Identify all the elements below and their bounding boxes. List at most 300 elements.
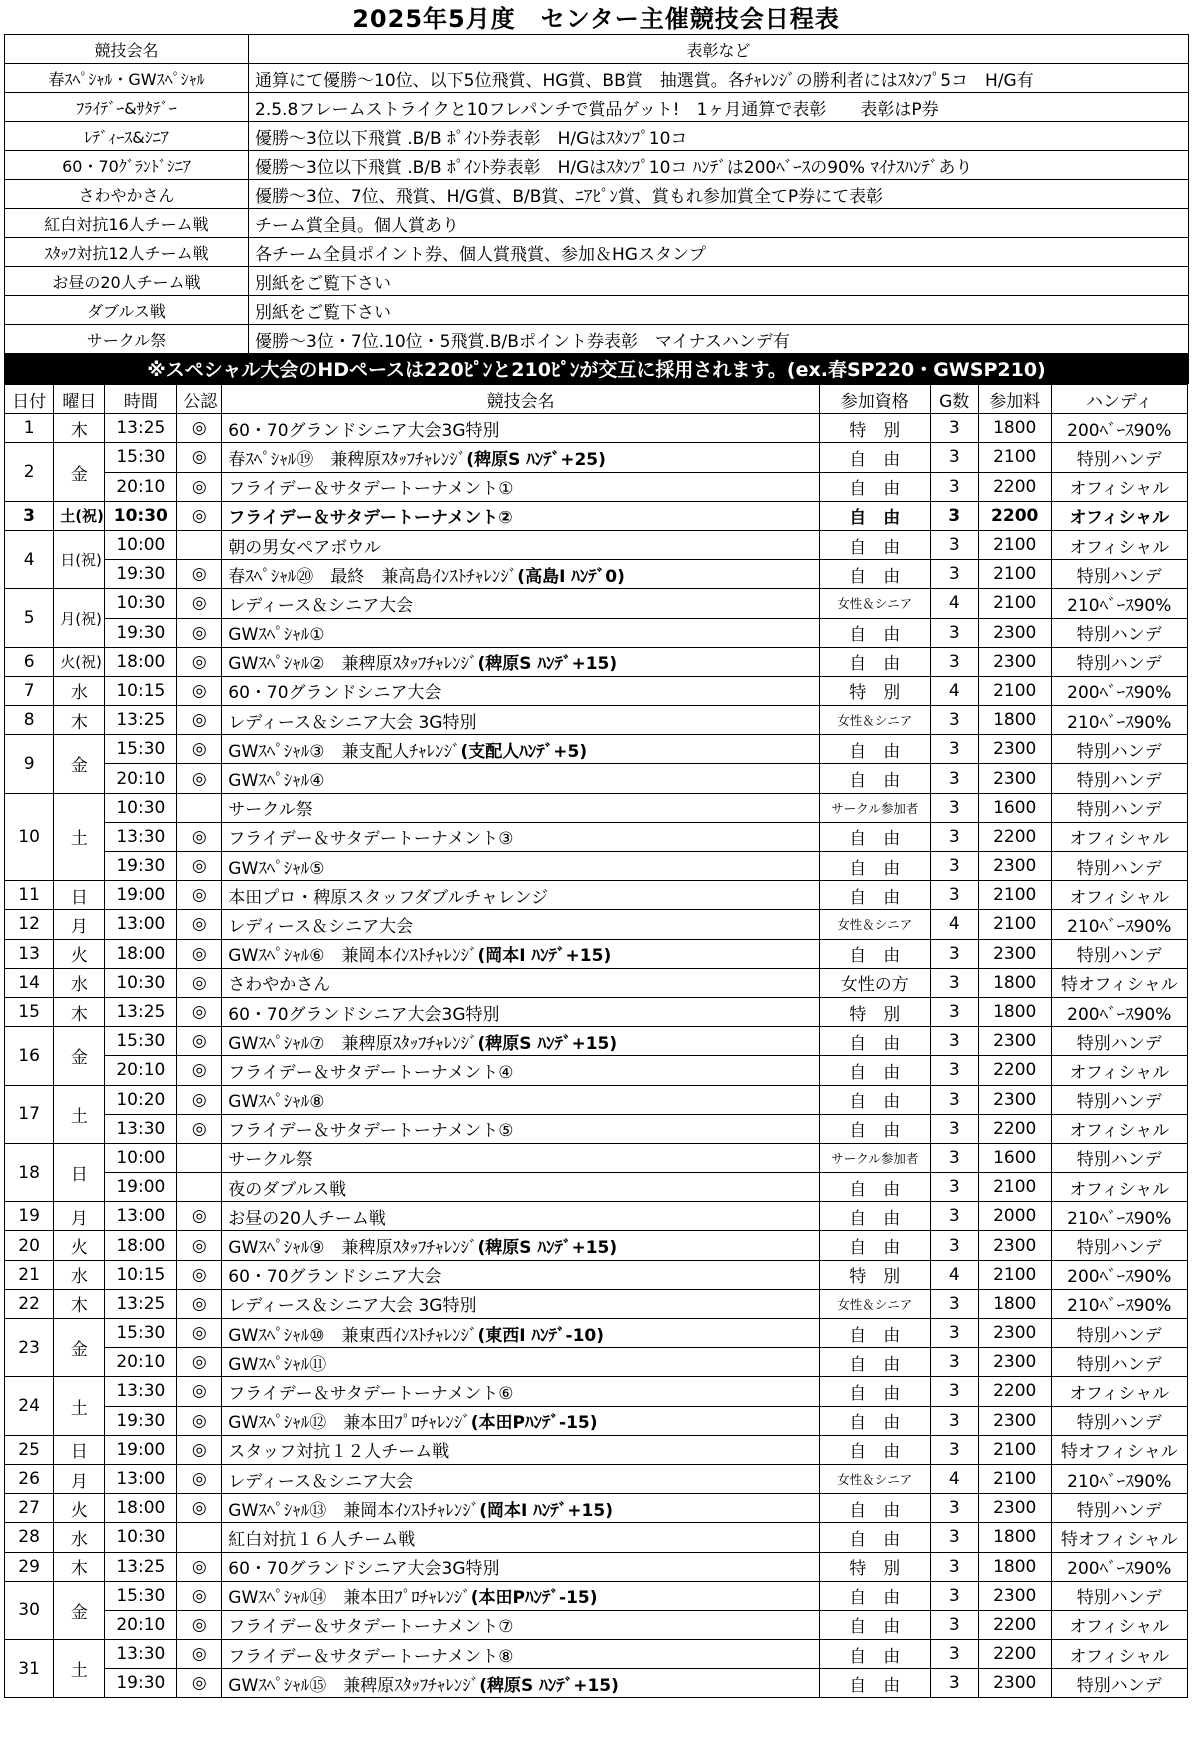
event-name: GWｽﾍﾟｼｬﾙ⑥ 兼岡本ｲﾝｽﾄﾁｬﾚﾝｼﾞ: [228, 946, 478, 967]
schedule-row: [5, 1464, 1188, 1493]
schedule-row: [5, 1173, 1188, 1202]
date-cell: 23: [5, 1319, 54, 1377]
event-name-cell: [222, 1202, 820, 1231]
date-cell: 21: [5, 1260, 54, 1289]
time-cell: 15:30: [105, 1319, 177, 1348]
fee-cell: 2100: [978, 443, 1051, 472]
challenge-handicap: (岡本I ﾊﾝﾃﾞ+15): [477, 946, 612, 967]
event-name: レディース＆シニア大会: [228, 595, 414, 616]
official-mark: ◎: [177, 618, 222, 647]
handicap-cell: 特別ハンデ: [1051, 1581, 1187, 1610]
weekday-cell: 水: [54, 1523, 105, 1552]
weekday-cell: 月: [54, 1464, 105, 1493]
handicap-cell: 200ﾍﾞｰｽ90%: [1051, 997, 1187, 1026]
eligibility-cell: 自 由: [819, 1640, 930, 1669]
event-name-cell: [222, 676, 820, 705]
games-cell: 4: [930, 676, 978, 705]
weekday-cell: 水: [54, 968, 105, 997]
time-cell: 13:25: [105, 1289, 177, 1318]
header-weekday: 曜日: [54, 385, 105, 414]
awards-row: [5, 325, 1189, 354]
fee-cell: 2300: [978, 1669, 1051, 1698]
fee-cell: 2200: [978, 822, 1051, 851]
eligibility-cell: 女性＆シニア: [819, 910, 930, 939]
eligibility-cell: 特 別: [819, 676, 930, 705]
handicap-cell: 特別ハンデ: [1051, 1348, 1187, 1377]
eligibility-cell: 自 由: [819, 618, 930, 647]
event-name-cell: [222, 735, 820, 764]
games-cell: 3: [930, 530, 978, 559]
official-mark: ◎: [177, 647, 222, 676]
time-cell: 13:25: [105, 414, 177, 443]
fee-cell: 2300: [978, 764, 1051, 793]
event-name: GWｽﾍﾟｼｬﾙ①: [228, 625, 325, 646]
eligibility-cell: サークル参加者: [819, 793, 930, 822]
official-mark: ◎: [177, 501, 222, 530]
fee-cell: 1600: [978, 793, 1051, 822]
games-cell: 3: [930, 997, 978, 1026]
time-cell: 19:30: [105, 852, 177, 881]
weekday-cell: 月: [54, 1202, 105, 1231]
schedule-header-row: [5, 385, 1188, 414]
handicap-cell: 特オフィシャル: [1051, 1435, 1187, 1464]
handicap-cell: オフィシャル: [1051, 881, 1187, 910]
games-cell: 3: [930, 1494, 978, 1523]
event-name: お昼の20人チーム戦: [5, 267, 249, 296]
award-description: 別紙をご覧下さい: [249, 267, 1189, 296]
challenge-handicap: (支配人ﾊﾝﾃﾞ+5): [460, 741, 588, 762]
fee-cell: 1800: [978, 706, 1051, 735]
event-name: レディース＆シニア大会: [228, 1471, 414, 1492]
event-name: サークル祭: [228, 800, 313, 821]
date-cell: 30: [5, 1581, 54, 1639]
games-cell: 3: [930, 647, 978, 676]
header-handicap: ハンディ: [1051, 385, 1187, 414]
time-cell: 10:30: [105, 501, 177, 530]
schedule-row: [5, 997, 1188, 1026]
official-mark: ◎: [177, 1319, 222, 1348]
event-name-cell: [222, 997, 820, 1026]
official-mark: ◎: [177, 1085, 222, 1114]
handicap-cell: 特別ハンデ: [1051, 560, 1187, 589]
event-name: スタッフ対抗１２人チーム戦: [228, 1442, 450, 1463]
awards-row: [5, 267, 1189, 296]
time-cell: 13:30: [105, 1114, 177, 1143]
date-cell: 4: [5, 530, 54, 588]
event-name: 60・70グランドシニア大会: [228, 683, 442, 704]
event-name-cell: [222, 589, 820, 618]
schedule-row: [5, 1523, 1188, 1552]
eligibility-cell: 自 由: [819, 1114, 930, 1143]
games-cell: 3: [930, 1377, 978, 1406]
games-cell: 4: [930, 1260, 978, 1289]
fee-cell: 1800: [978, 968, 1051, 997]
event-name-cell: [222, 1377, 820, 1406]
official-mark: [177, 1173, 222, 1202]
eligibility-cell: 自 由: [819, 939, 930, 968]
event-name-cell: [222, 1523, 820, 1552]
time-cell: 19:00: [105, 1435, 177, 1464]
fee-cell: 1800: [978, 997, 1051, 1026]
handicap-cell: 200ﾍﾞｰｽ90%: [1051, 676, 1187, 705]
event-name-cell: [222, 443, 820, 472]
event-name-cell: [222, 472, 820, 501]
event-name: レディース＆シニア大会: [228, 916, 414, 937]
time-cell: 13:25: [105, 1552, 177, 1581]
weekday-cell: 火: [54, 939, 105, 968]
weekday-cell: 日: [54, 1435, 105, 1464]
event-name: 春ｽﾍﾟｼｬﾙ⑳ 最終 兼高島ｲﾝｽﾄﾁｬﾚﾝｼﾞ: [228, 566, 518, 587]
weekday-cell: 月: [54, 910, 105, 939]
games-cell: 3: [930, 1406, 978, 1435]
schedule-row: [5, 1319, 1188, 1348]
handicap-cell: 特別ハンデ: [1051, 647, 1187, 676]
eligibility-cell: 自 由: [819, 1173, 930, 1202]
time-cell: 13:00: [105, 910, 177, 939]
games-cell: 3: [930, 1289, 978, 1318]
handicap-cell: 210ﾍﾞｰｽ90%: [1051, 706, 1187, 735]
event-name: フライデー＆サタデートーナメント⑥: [228, 1383, 514, 1404]
official-mark: ◎: [177, 589, 222, 618]
weekday-cell: 土(祝): [54, 501, 105, 530]
schedule-row: [5, 589, 1188, 618]
schedule-row: [5, 1056, 1188, 1085]
schedule-row: [5, 1202, 1188, 1231]
schedule-row: [5, 414, 1188, 443]
date-cell: 11: [5, 881, 54, 910]
awards-header-row: [5, 35, 1189, 64]
event-name: 60・70グランドシニア大会3G特別: [228, 420, 500, 441]
eligibility-cell: 自 由: [819, 1319, 930, 1348]
event-name: GWｽﾍﾟｼｬﾙ⑦ 兼稗原ｽﾀｯﾌﾁｬﾚﾝｼﾞ: [228, 1033, 478, 1054]
fee-cell: 2200: [978, 472, 1051, 501]
awards-row: [5, 64, 1189, 93]
time-cell: 10:30: [105, 589, 177, 618]
event-name: サークル祭: [5, 325, 249, 354]
awards-row: [5, 238, 1189, 267]
event-name-cell: [222, 793, 820, 822]
fee-cell: 2100: [978, 910, 1051, 939]
official-mark: ◎: [177, 939, 222, 968]
official-mark: [177, 793, 222, 822]
official-mark: ◎: [177, 1289, 222, 1318]
event-name: レディース＆シニア大会 3G特別: [228, 712, 477, 733]
time-cell: 19:30: [105, 560, 177, 589]
date-cell: 20: [5, 1231, 54, 1260]
event-name-cell: [222, 1435, 820, 1464]
awards-row: [5, 93, 1189, 122]
time-cell: 10:30: [105, 1523, 177, 1552]
schedule-row: [5, 472, 1188, 501]
games-cell: 3: [930, 881, 978, 910]
event-name-cell: [222, 1640, 820, 1669]
time-cell: 18:00: [105, 647, 177, 676]
weekday-cell: 木: [54, 414, 105, 443]
time-cell: 10:00: [105, 530, 177, 559]
event-name: フライデー＆サタデートーナメント⑦: [228, 1617, 514, 1638]
schedule-row: [5, 647, 1188, 676]
event-name: GWｽﾍﾟｼｬﾙ⑭ 兼本田ﾌﾟﾛﾁｬﾚﾝｼﾞ: [228, 1588, 471, 1609]
official-mark: ◎: [177, 1581, 222, 1610]
eligibility-cell: 自 由: [819, 501, 930, 530]
time-cell: 20:10: [105, 1056, 177, 1085]
weekday-cell: 土: [54, 793, 105, 881]
schedule-row: [5, 1231, 1188, 1260]
weekday-cell: 日: [54, 1143, 105, 1201]
fee-cell: 2200: [978, 1610, 1051, 1639]
event-name: ﾌﾗｲﾃﾞｰ&ｻﾀﾃﾞｰ: [5, 93, 249, 122]
games-cell: 3: [930, 1669, 978, 1698]
games-cell: 3: [930, 1523, 978, 1552]
date-cell: 18: [5, 1143, 54, 1201]
award-description: 別紙をご覧下さい: [249, 296, 1189, 325]
event-name: フライデー＆サタデートーナメント⑤: [228, 1121, 514, 1142]
official-mark: ◎: [177, 1435, 222, 1464]
eligibility-cell: 自 由: [819, 1231, 930, 1260]
event-name-cell: [222, 910, 820, 939]
handicap-cell: オフィシャル: [1051, 472, 1187, 501]
handicap-cell: 特別ハンデ: [1051, 852, 1187, 881]
official-mark: ◎: [177, 910, 222, 939]
handicap-cell: 特別ハンデ: [1051, 1085, 1187, 1114]
event-name-cell: [222, 852, 820, 881]
games-cell: 3: [930, 1085, 978, 1114]
games-cell: 3: [930, 1552, 978, 1581]
header-awards: 表彰など: [249, 35, 1189, 64]
header-eligibility: 参加資格: [819, 385, 930, 414]
event-name: GWｽﾍﾟｼｬﾙ⑧: [228, 1092, 325, 1113]
schedule-table: [4, 384, 1188, 1698]
event-name: GWｽﾍﾟｼｬﾙ③ 兼支配人ﾁｬﾚﾝｼﾞ: [228, 741, 461, 762]
eligibility-cell: 自 由: [819, 822, 930, 851]
games-cell: 3: [930, 706, 978, 735]
games-cell: 3: [930, 501, 978, 530]
event-name-cell: [222, 414, 820, 443]
fee-cell: 2200: [978, 1114, 1051, 1143]
official-mark: ◎: [177, 1640, 222, 1669]
challenge-handicap: (稗原S ﾊﾝﾃﾞ+15): [477, 654, 618, 675]
event-name-cell: [222, 618, 820, 647]
header-games: G数: [930, 385, 978, 414]
event-name: ｽﾀｯﾌ対抗12人チーム戦: [5, 238, 249, 267]
fee-cell: 2300: [978, 852, 1051, 881]
fee-cell: 2300: [978, 1085, 1051, 1114]
eligibility-cell: 女性の方: [819, 968, 930, 997]
eligibility-cell: 自 由: [819, 1494, 930, 1523]
handicap-cell: オフィシャル: [1051, 1114, 1187, 1143]
date-cell: 25: [5, 1435, 54, 1464]
award-description: 優勝～3位・7位.10位・5飛賞.B/Bポイント券表彰 マイナスハンデ有: [249, 325, 1189, 354]
weekday-cell: 土: [54, 1377, 105, 1435]
event-name-cell: [222, 501, 820, 530]
handicap-cell: オフィシャル: [1051, 822, 1187, 851]
schedule-row: [5, 618, 1188, 647]
weekday-cell: 火(祝): [54, 647, 105, 676]
date-cell: 3: [5, 501, 54, 530]
games-cell: 3: [930, 939, 978, 968]
time-cell: 10:30: [105, 793, 177, 822]
fee-cell: 2000: [978, 1202, 1051, 1231]
award-description: 優勝～3位以下飛賞 .B/B ﾎﾟｲﾝﾄ券表彰 H/Gはｽﾀﾝﾌﾟ10コ ﾊﾝﾃﾞは200ﾍﾞｰｽの90% ﾏｲﾅｽﾊﾝﾃﾞあり: [249, 151, 1189, 180]
event-name: 60・70グランドシニア大会3G特別: [228, 1559, 500, 1580]
handicap-cell: 210ﾍﾞｰｽ90%: [1051, 1464, 1187, 1493]
games-cell: 3: [930, 1319, 978, 1348]
eligibility-cell: 女性＆シニア: [819, 706, 930, 735]
schedule-row: [5, 501, 1188, 530]
handicap-cell: 特別ハンデ: [1051, 1143, 1187, 1172]
fee-cell: 2300: [978, 1231, 1051, 1260]
event-name-cell: [222, 939, 820, 968]
handicap-cell: 210ﾍﾞｰｽ90%: [1051, 910, 1187, 939]
eligibility-cell: 自 由: [819, 530, 930, 559]
hd-pace-notice: [5, 354, 1189, 384]
eligibility-cell: 自 由: [819, 647, 930, 676]
time-cell: 15:30: [105, 1027, 177, 1056]
eligibility-cell: サークル参加者: [819, 1143, 930, 1172]
eligibility-cell: 自 由: [819, 560, 930, 589]
eligibility-cell: 自 由: [819, 472, 930, 501]
event-name-cell: [222, 647, 820, 676]
awards-row: [5, 180, 1189, 209]
games-cell: 3: [930, 793, 978, 822]
event-name: 紅白対抗16人チーム戦: [5, 209, 249, 238]
official-mark: ◎: [177, 1056, 222, 1085]
eligibility-cell: 自 由: [819, 1202, 930, 1231]
award-description: 各チーム全員ポイント券、個人賞飛賞、参加＆HGスタンプ: [249, 238, 1189, 267]
time-cell: 10:15: [105, 676, 177, 705]
schedule-row: [5, 1406, 1188, 1435]
challenge-handicap: (東西I ﾊﾝﾃﾞ-10): [477, 1325, 605, 1346]
fee-cell: 2300: [978, 1348, 1051, 1377]
weekday-cell: 金: [54, 1581, 105, 1639]
handicap-cell: オフィシャル: [1051, 1610, 1187, 1639]
weekday-cell: 日(祝): [54, 530, 105, 588]
event-name-cell: [222, 560, 820, 589]
fee-cell: 2300: [978, 1406, 1051, 1435]
event-name: ダブルス戦: [5, 296, 249, 325]
fee-cell: 2100: [978, 881, 1051, 910]
time-cell: 13:00: [105, 1202, 177, 1231]
weekday-cell: 土: [54, 1640, 105, 1698]
eligibility-cell: 自 由: [819, 1581, 930, 1610]
date-cell: 2: [5, 443, 54, 501]
date-cell: 29: [5, 1552, 54, 1581]
event-name: サークル祭: [228, 1150, 313, 1171]
schedule-row: [5, 968, 1188, 997]
schedule-row: [5, 1143, 1188, 1172]
schedule-row: [5, 1581, 1188, 1610]
games-cell: 3: [930, 443, 978, 472]
event-name: 春ｽﾍﾟｼｬﾙ・GWｽﾍﾟｼｬﾙ: [5, 64, 249, 93]
official-mark: ◎: [177, 735, 222, 764]
schedule-row: [5, 1348, 1188, 1377]
official-mark: ◎: [177, 414, 222, 443]
eligibility-cell: 自 由: [819, 1377, 930, 1406]
award-description: 優勝～3位、7位、飛賞、H/G賞、B/B賞、ﾆｱﾋﾟﾝ賞、賞もれ参加賞全てP券にて表彰: [249, 180, 1189, 209]
official-mark: ◎: [177, 1260, 222, 1289]
official-mark: ◎: [177, 852, 222, 881]
event-name: GWｽﾍﾟｼｬﾙ⑨ 兼稗原ｽﾀｯﾌﾁｬﾚﾝｼﾞ: [228, 1238, 478, 1259]
handicap-cell: オフィシャル: [1051, 1173, 1187, 1202]
fee-cell: 2100: [978, 676, 1051, 705]
weekday-cell: 火: [54, 1231, 105, 1260]
schedule-row: [5, 443, 1188, 472]
weekday-cell: 水: [54, 1260, 105, 1289]
time-cell: 15:30: [105, 735, 177, 764]
fee-cell: 1800: [978, 1523, 1051, 1552]
hd-pace-notice-text: ※スペシャル大会のHDペースは220ﾋﾟﾝと210ﾋﾟﾝが交互に採用されます。(ex.春SP220・GWSP210): [5, 354, 1189, 384]
handicap-cell: 特別ハンデ: [1051, 1669, 1187, 1698]
award-description: チーム賞全員。個人賞あり: [249, 209, 1189, 238]
official-mark: [177, 1143, 222, 1172]
date-cell: 26: [5, 1464, 54, 1493]
time-cell: 13:25: [105, 997, 177, 1026]
schedule-row: [5, 939, 1188, 968]
header-fee: 参加料: [978, 385, 1051, 414]
event-name: フライデー＆サタデートーナメント①: [228, 479, 514, 500]
official-mark: ◎: [177, 472, 222, 501]
handicap-cell: 210ﾍﾞｰｽ90%: [1051, 589, 1187, 618]
handicap-cell: 特別ハンデ: [1051, 1231, 1187, 1260]
fee-cell: 2100: [978, 530, 1051, 559]
weekday-cell: 水: [54, 676, 105, 705]
event-name-cell: [222, 968, 820, 997]
time-cell: 20:10: [105, 472, 177, 501]
fee-cell: 2300: [978, 618, 1051, 647]
schedule-row: [5, 1610, 1188, 1639]
event-name-cell: [222, 1581, 820, 1610]
eligibility-cell: 自 由: [819, 1435, 930, 1464]
games-cell: 3: [930, 1114, 978, 1143]
event-name-cell: [222, 1143, 820, 1172]
time-cell: 19:30: [105, 1669, 177, 1698]
official-mark: ◎: [177, 676, 222, 705]
fee-cell: 2200: [978, 501, 1051, 530]
handicap-cell: 特別ハンデ: [1051, 793, 1187, 822]
schedule-row: [5, 1494, 1188, 1523]
eligibility-cell: 女性＆シニア: [819, 1289, 930, 1318]
time-cell: 13:30: [105, 822, 177, 851]
schedule-row: [5, 560, 1188, 589]
event-name-cell: [222, 881, 820, 910]
challenge-handicap: (稗原S ﾊﾝﾃﾞ+15): [477, 1238, 618, 1259]
event-name: GWｽﾍﾟｼｬﾙ⑬ 兼岡本ｲﾝｽﾄﾁｬﾚﾝｼﾞ: [228, 1500, 480, 1521]
eligibility-cell: 自 由: [819, 1348, 930, 1377]
handicap-cell: 特別ハンデ: [1051, 939, 1187, 968]
schedule-row: [5, 910, 1188, 939]
handicap-cell: 特オフィシャル: [1051, 1523, 1187, 1552]
games-cell: 3: [930, 764, 978, 793]
eligibility-cell: 特 別: [819, 1552, 930, 1581]
games-cell: 3: [930, 618, 978, 647]
awards-row: [5, 122, 1189, 151]
time-cell: 13:30: [105, 1640, 177, 1669]
handicap-cell: 特別ハンデ: [1051, 1027, 1187, 1056]
fee-cell: 1800: [978, 1289, 1051, 1318]
date-cell: 1: [5, 414, 54, 443]
handicap-cell: 特別ハンデ: [1051, 1406, 1187, 1435]
date-cell: 28: [5, 1523, 54, 1552]
event-name: 60・70グランドシニア大会3G特別: [228, 1004, 500, 1025]
event-name: フライデー＆サタデートーナメント②: [228, 508, 513, 529]
weekday-cell: 金: [54, 1319, 105, 1377]
weekday-cell: 木: [54, 1289, 105, 1318]
event-name: 60・70ｸﾞﾗﾝﾄﾞｼﾆｱ: [5, 151, 249, 180]
event-name-cell: [222, 1027, 820, 1056]
games-cell: 3: [930, 1348, 978, 1377]
event-name-cell: [222, 706, 820, 735]
official-mark: ◎: [177, 560, 222, 589]
